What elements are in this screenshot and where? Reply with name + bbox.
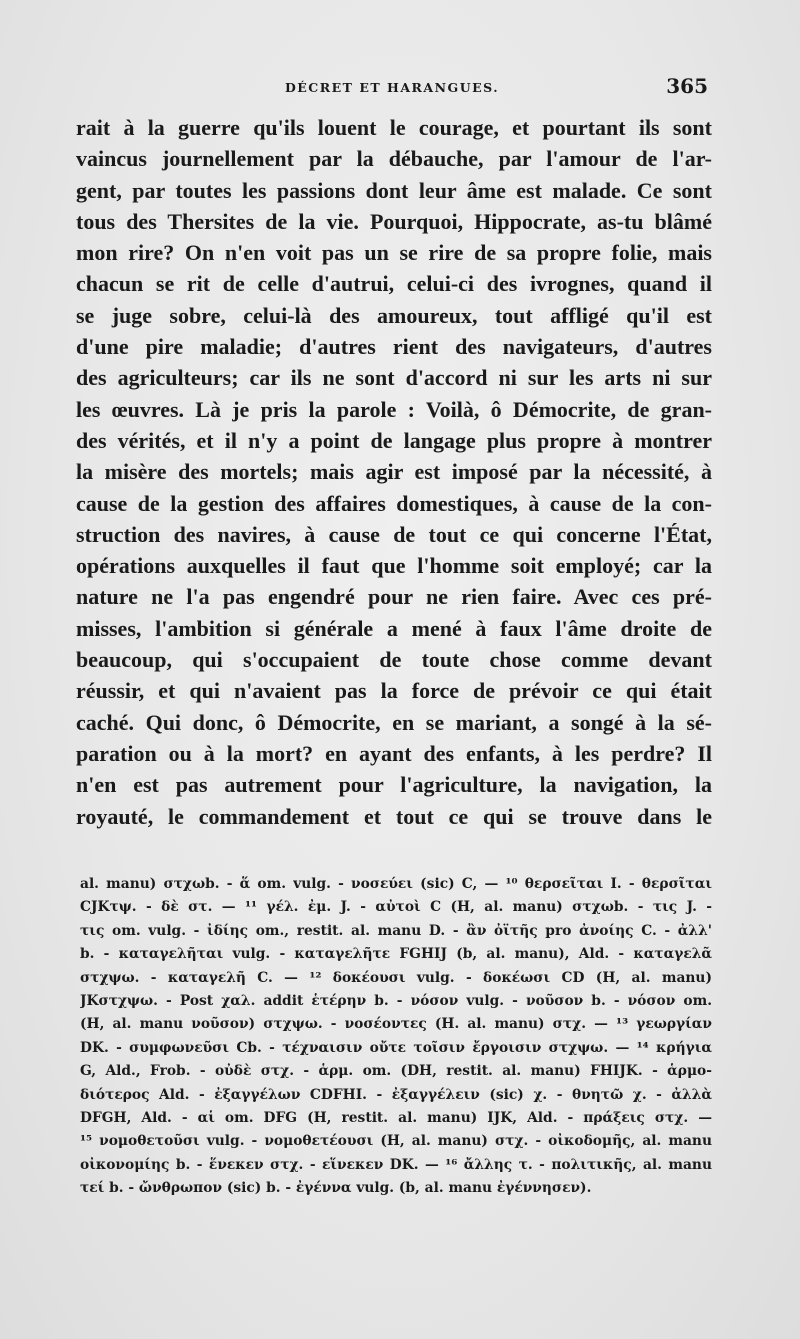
text-line: tous des Thersites de la vie. Pourquoi, Hippocrate, as-tu blâmé <box>76 208 712 234</box>
text-line: struction des navires, à cause de tout ce qui concerne l'État, <box>76 521 712 547</box>
text-line: n'en est pas autrement pour l'agriculture, la navigation, la <box>76 772 712 798</box>
text-line: se juge sobre, celui-là des amoureux, tout affligé qu'il est <box>76 302 712 328</box>
text-line: rait à la guerre qu'ils louent le courage, et pourtant ils sont <box>76 115 712 140</box>
footnote-line: DK. - συμφωνεῦσι Cb. - τέχναισιν οὔτε τοῖσιν ἔργοισιν στχψω. — ¹⁴ κρήγια <box>80 1039 712 1056</box>
footnote-line: στχψω. - καταγελῆ C. — ¹² δοκέουσι vulg. - δοκέωσι CD (H, al. manu) <box>80 969 712 986</box>
running-title: DÉCRET ET HARANGUES. <box>284 80 500 95</box>
footnote-line: τεί b. - ὤνθρωπον (sic) b. - ἐγέννα vulg. (b, al. manu ἐγέννησεν). <box>80 1180 592 1197</box>
text-line: caché. Qui donc, ô Démocrite, en se mariant, a songé à la sé- <box>76 709 712 735</box>
footnote-line: CJKτψ. - δὲ στ. — ¹¹ γέλ. ἐμ. J. - αὐτοὶ C (H, al. manu) στχωb. - τις J. - <box>80 899 712 916</box>
footnote-line: (H, al. manu νοῦσον) στχψω. - νοσέοντες (H. al. manu) στχ. — ¹³ γεωργίαν <box>80 1016 712 1033</box>
text-line: royauté, le commandement et tout ce qui se trouve dans le <box>76 803 712 829</box>
text-line: nature ne l'a pas engendré pour ne rien faire. Avec ces pré- <box>76 584 712 610</box>
text-line: la misère des mortels; mais agir est imposé par la nécessité, à <box>76 459 712 485</box>
footnote-line: τις om. vulg. - ἰδίης om., restit. al. manu D. - ἂν ὀϊτῆς pro ἀνοίης C. - ἀλλ' <box>80 922 712 939</box>
text-line: d'une pire maladie; d'autres rient des navigateurs, d'autres <box>76 334 712 360</box>
text-line: opérations auxquelles il faut que l'homme soit employé; car la <box>76 553 712 579</box>
page-number: 365 <box>666 74 708 98</box>
footnotes <box>80 873 712 1200</box>
running-head <box>76 74 708 104</box>
footnote-line: ¹⁵ νομοθετοῦσι vulg. - νομοθετέουσι (H, al. manu) στχ. - οἰκοδομῆς, al. manu <box>80 1133 712 1150</box>
footnote-line: JKστχψω. - Post χαλ. addit ἑτέρην b. - νόσον vulg. - νοῦσον b. - νόσον om. <box>80 992 712 1009</box>
footnote-line: DFGH, Ald. - αἱ om. DFG (H, restit. al. manu) IJK, Ald. - πράξεις στχ. — <box>80 1109 712 1126</box>
body-text <box>76 112 712 832</box>
text-line: cause de la gestion des affaires domestiques, à cause de la con- <box>76 490 712 516</box>
footnote-line: διότερος Ald. - ἐξαγγέλων CDFHI. - ἐξαγγέλειν (sic) χ. - θνητῶ χ. - ἀλλὰ <box>80 1086 712 1103</box>
text-line: gent, par toutes les passions dont leur âme est malade. Ce sont <box>76 177 712 203</box>
footnote-line: G, Ald., Frob. - οὐδὲ στχ. - ἁρμ. om. (DH, restit. al. manu) FHIJK. - ἁρμο- <box>80 1063 712 1080</box>
text-line: des vérités, et il n'y a point de langage plus propre à montrer <box>76 427 712 453</box>
footnote-line: b. - καταγελῆται vulg. - καταγελῆτε FGHIJ (b, al. manu), Ald. - καταγελᾶ <box>80 946 712 963</box>
text-line: mon rire? On n'en voit pas un se rire de sa propre folie, mais <box>76 240 712 266</box>
text-line: les œuvres. Là je pris la parole : Voilà, ô Démocrite, de gran- <box>76 396 712 422</box>
footnote-line: al. manu) στχωb. - ἅ om. vulg. - νοσεύει (sic) C, — ¹⁰ θερσεῖται I. - θερσῖται <box>80 876 712 892</box>
text-line: paration ou à la mort? en ayant des enfants, à les perdre? Il <box>76 740 712 766</box>
text-line: chacun se rit de celle d'autrui, celui-ci des ivrognes, quand il <box>76 271 712 297</box>
text-line: réussir, et qui n'avaient pas la force de prévoir ce qui était <box>76 678 712 704</box>
text-line: misses, l'ambition si générale a mené à faux l'âme droite de <box>76 615 712 641</box>
text-line: beaucoup, qui s'occupaient de toute chose comme devant <box>76 647 712 673</box>
text-line: des agriculteurs; car ils ne sont d'accord ni sur les arts ni sur <box>76 365 712 391</box>
footnote-line: οἰκονομίης b. - ἕνεκεν στχ. - εἵνεκεν DK. — ¹⁶ ἄλλης τ. - πολιτικῆς, al. manu <box>80 1156 712 1173</box>
text-line: vaincus journellement par la débauche, par l'amour de l'ar- <box>76 146 712 172</box>
